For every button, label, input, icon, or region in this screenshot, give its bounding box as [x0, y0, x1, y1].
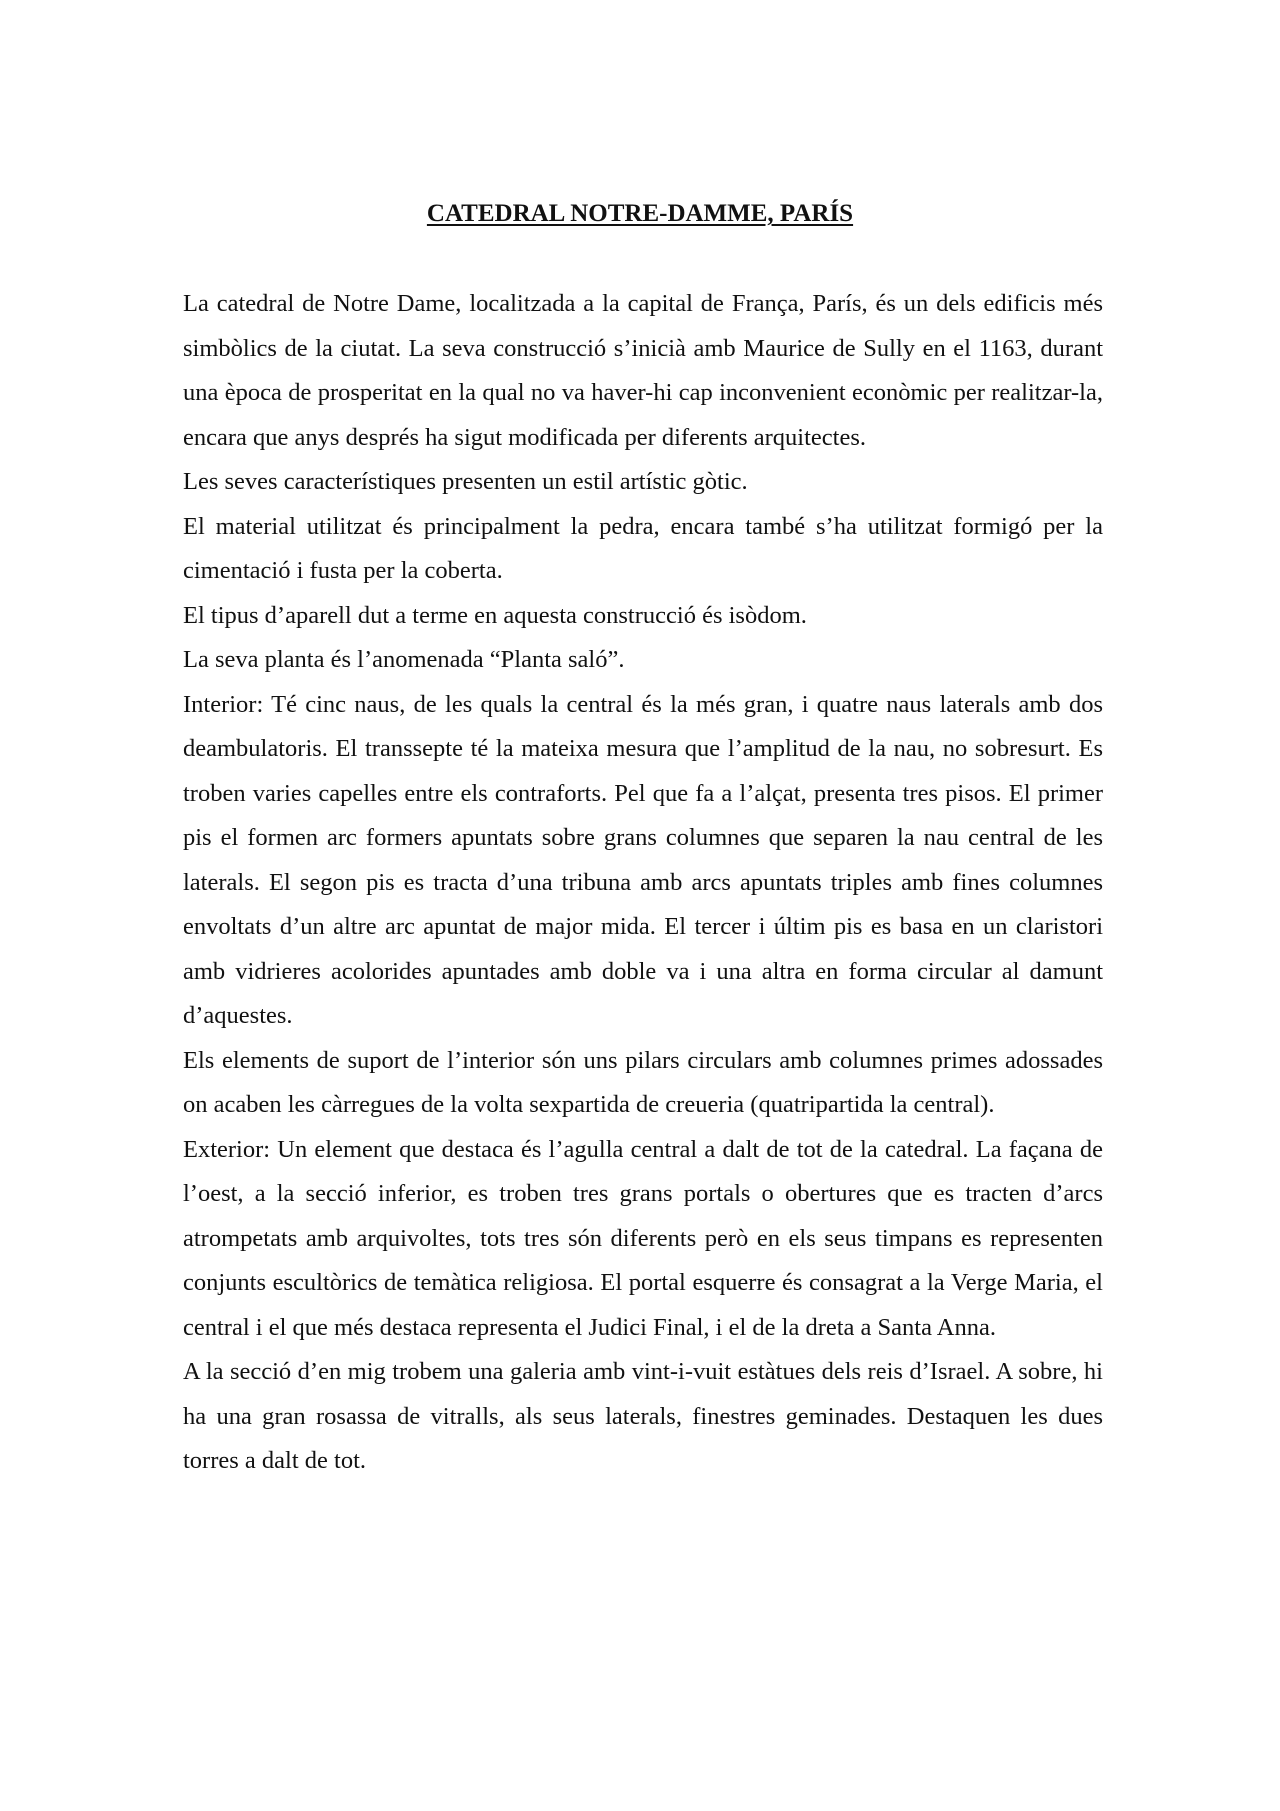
paragraph-material: El material utilitzat és principalment la pedra, encara també s’ha utilitzat formigó per la cimentació i fusta per la coberta. — [183, 512, 1103, 584]
paragraph-interior: Interior: Té cinc naus, de les quals la central és la més gran, i quatre naus laterals amb dos deambulatoris. El transsepte té la mateixa mesura que l’amplitud de la nau, no sobresurt. Es troben varies capelles entre els contraforts. Pel que fa a l’alçat, presenta tres pisos. El primer pis el formen arc formers apuntats sobre grans columnes que separen la nau central de les laterals. El segon pis es tracta d’una tribuna amb arcs apuntats triples amb fines columnes envoltats d’un altre arc apuntat de major mida. El tercer i últim pis es basa en un claristori amb vidrieres acolorides apuntades amb doble va i una altra en forma circular al damunt d’aquestes. — [183, 690, 1103, 1029]
paragraph-support-elements: Els elements de suport de l’interior són uns pilars circulars amb columnes primes adossades on acaben les càrregues de la volta sexpartida de creueria (quatripartida la central). — [183, 1046, 1103, 1118]
paragraph-introduction: La catedral de Notre Dame, localitzada a la capital de França, París, és un dels edificis més simbòlics de la ciutat. La seva construcció s’inicià amb Maurice de Sully en el 1163, durant una època de prosperitat en la qual no va haver-hi cap inconvenient econòmic per realitzar-la, encara que anys després ha sigut modificada per diferents arquitectes. — [183, 290, 1103, 451]
document-body — [183, 282, 1103, 1484]
paragraph-exterior: Exterior: Un element que destaca és l’agulla central a dalt de tot de la catedral. La façana de l’oest, a la secció inferior, es troben tres grans portals o obertures que es tracten d’arcs atrompetats amb arquivoltes, tots tres són diferents però en els seus timpans es representen conjunts escultòrics de temàtica religiosa. El portal esquerre és consagrat a la Verge Maria, el central i el que més destaca representa el Judici Final, i el de la dreta a Santa Anna. — [183, 1135, 1103, 1341]
paragraph-floor-plan: La seva planta és l’anomenada “Planta saló”. — [183, 646, 625, 673]
paragraph-style: Les seves característiques presenten un estil artístic gòtic. — [183, 468, 748, 495]
paragraph-masonry: El tipus d’aparell dut a terme en aquesta construcció és isòdom. — [183, 601, 807, 629]
document-title: CATEDRAL NOTRE-DAMME, PARÍS — [426, 200, 854, 227]
paragraph-middle-section: A la secció d’en mig trobem una galeria amb vint-i-vuit estàtues dels reis d’Israel. A sobre, hi ha una gran rosassa de vitralls, als seus laterals, finestres geminades. Destaquen les dues torres a dalt de tot. — [183, 1358, 1103, 1474]
